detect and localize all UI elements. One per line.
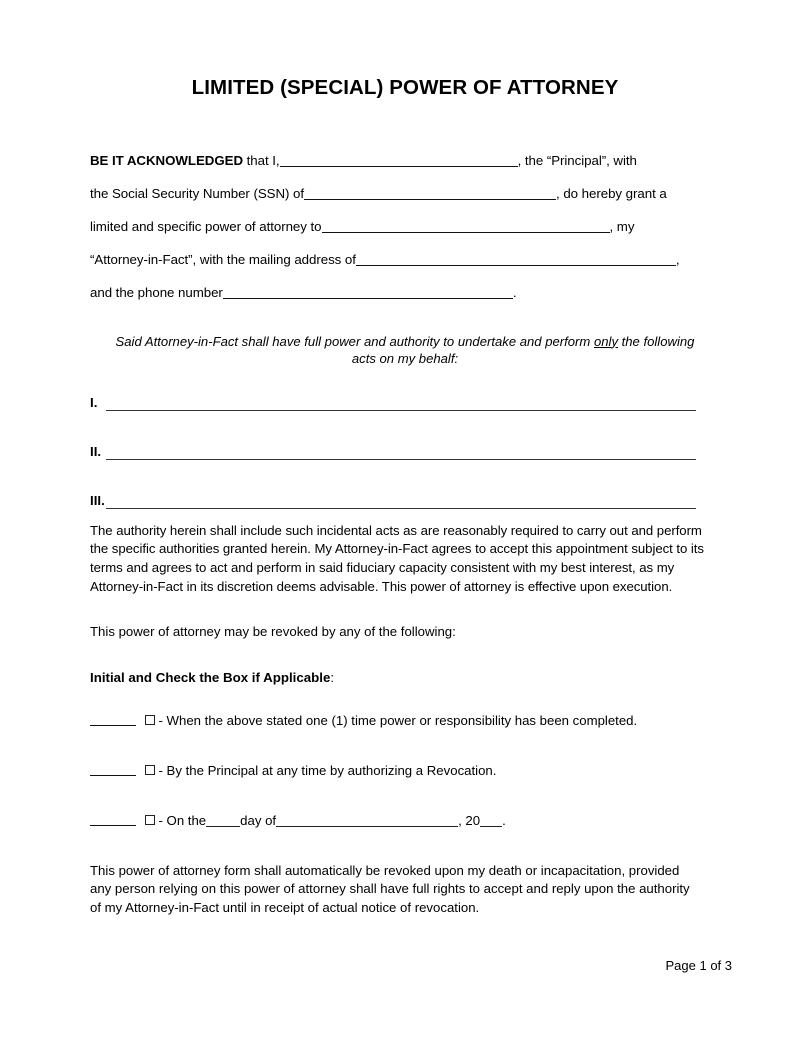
intro-line-4-text-b: , — [675, 252, 680, 267]
authority-statement — [90, 333, 710, 368]
intro-line-2-text-a: the Social Security Number (SSN) of — [90, 186, 305, 201]
day-blank[interactable] — [206, 815, 240, 827]
authority-statement-after: the following acts on my behalf: — [351, 333, 695, 366]
list-item-blank[interactable] — [106, 495, 696, 509]
checkbox-icon[interactable] — [145, 815, 155, 825]
list-item — [90, 438, 710, 460]
intro-line-1 — [90, 145, 710, 178]
document-body — [90, 145, 710, 918]
year-blank[interactable] — [480, 815, 502, 827]
intro-line-2 — [90, 178, 710, 211]
check-item-text: - By the Principal at any time by authorizing a Revocation. — [158, 762, 497, 778]
list-item-numeral: II. — [90, 443, 102, 459]
check-item-date-row — [90, 812, 710, 830]
intro-line-4 — [90, 244, 710, 277]
intro-line-1-text-a: that I, — [243, 153, 280, 168]
month-blank[interactable] — [276, 815, 458, 827]
intro-line-1-text-b: , the “Principal”, with — [517, 153, 637, 168]
list-item-blank[interactable] — [106, 446, 696, 460]
page-title: LIMITED (SPECIAL) POWER OF ATTORNEY — [191, 76, 619, 99]
final-paragraph: This power of attorney form shall automatically be revoked upon my death or incapacitation, provided any person relying on this power of attorney shall have full rights to accept and reply upon the authority of my Attorney-in-Fact until in receipt of actual notice of revocation. — [90, 862, 690, 916]
initials-blank[interactable] — [90, 715, 136, 726]
list-item — [90, 487, 710, 509]
check-item-text: - When the above stated one (1) time power or responsibility has been completed. — [158, 712, 638, 728]
checkbox-icon[interactable] — [145, 715, 155, 725]
date-item-prefix: - On the — [158, 812, 207, 828]
attorney-in-fact-name-blank[interactable] — [322, 221, 610, 233]
mailing-address-blank[interactable] — [356, 254, 676, 266]
revocation-intro: This power of attorney may be revoked by any of the following: — [90, 623, 456, 639]
initials-blank[interactable] — [90, 815, 136, 826]
intro-line-3 — [90, 211, 710, 244]
initial-and-check-label: Initial and Check the Box if Applicable — [90, 669, 331, 685]
list-item-blank[interactable] — [106, 397, 696, 411]
numbered-authority-list — [90, 389, 710, 509]
intro-line-4-text-a: “Attorney-in-Fact”, with the mailing address of — [90, 252, 356, 267]
revocation-check-list — [90, 712, 710, 830]
initial-and-check-colon: : — [330, 669, 335, 685]
date-item-period: . — [502, 812, 506, 828]
date-item-day-of: day of — [240, 812, 277, 828]
check-item-row — [90, 712, 710, 730]
be-it-acknowledged-label: BE IT ACKNOWLEDGED — [90, 153, 243, 168]
intro-line-5-text-a: and the phone number — [90, 285, 223, 300]
page-footer: Page 1 of 3 — [665, 958, 732, 973]
intro-line-3-text-b: , my — [609, 219, 635, 234]
authority-paragraph: The authority herein shall include such incidental acts as are reasonably required to carry out and perform the specific authorities granted herein. My Attorney-in-Fact agrees to accept this appointment subject to its terms and agrees to act and perform in said fiduciary capacity consistent with my best interest, as my Attorney-in-Fact in its discretion deems advisable. This power of attorney is effective upon execution. — [90, 522, 704, 594]
intro-line-3-text-a: limited and specific power of attorney to — [90, 219, 322, 234]
authority-statement-before: Said Attorney-in-Fact shall have full power and authority to undertake and perform — [115, 333, 594, 349]
principal-name-blank[interactable] — [280, 155, 518, 167]
initials-blank[interactable] — [90, 765, 136, 776]
ssn-blank[interactable] — [304, 188, 556, 200]
initial-and-check-heading — [90, 669, 710, 687]
intro-line-5 — [90, 277, 710, 310]
phone-number-blank[interactable] — [223, 287, 513, 299]
intro-line-2-text-b: , do hereby grant a — [556, 186, 667, 201]
list-item-numeral: III. — [90, 492, 105, 508]
authority-statement-emphasis: only — [593, 333, 618, 349]
list-item-numeral: I. — [90, 394, 98, 410]
date-item-year-prefix: , 20 — [458, 812, 481, 828]
intro-line-5-text-b: . — [512, 285, 517, 300]
list-item — [90, 389, 710, 411]
checkbox-icon[interactable] — [145, 765, 155, 775]
check-item-row — [90, 762, 710, 780]
